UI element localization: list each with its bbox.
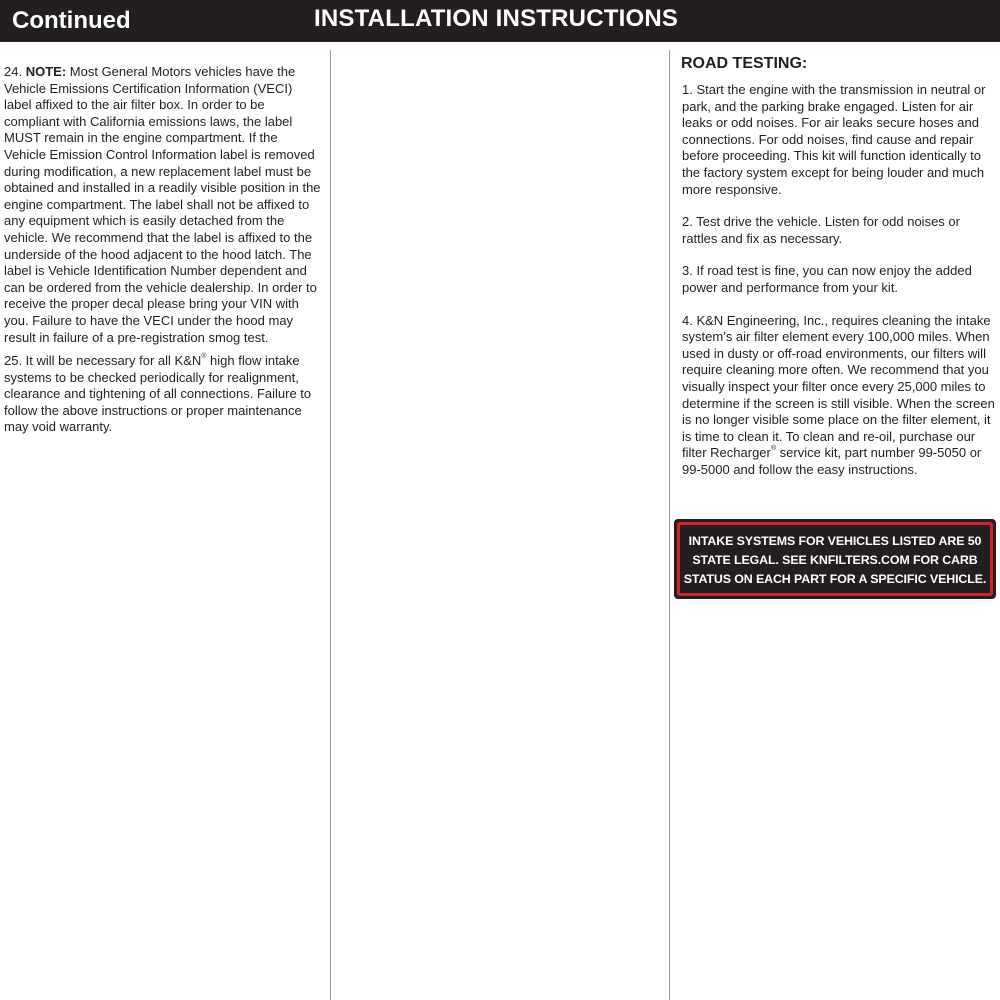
right-column: [682, 82, 996, 494]
road-test-step-1: 1. Start the engine with the transmission in neutral or park, and the parking brake engaged. Listen for air leaks or odd noises. For air leaks secure hoses and connections. For odd noises, find cause and repair before proceeding. This kit will function identically to the factory system except for being louder and much more responsive.: [682, 82, 986, 197]
road-test-step-4: [682, 313, 996, 479]
step-4-text-end: service kit, part number 99-5050 or 99-5000 and follow the easy instructions.: [682, 445, 982, 477]
notice-line-2: STATE LEGAL. SEE KNFILTERS.COM FOR CARB: [692, 553, 978, 567]
road-test-step-3: 3. If road test is fine, you can now enjoy the added power and performance from your kit.: [682, 263, 972, 295]
note-24-text: Most General Motors vehicles have the Vehicle Emissions Certification Information (VECI) label affixed to the air filter box. In order to be compliant with California emissions laws, the label MUST remain in the engine compartment. If the Vehicle Emission Control Information label is removed during modification, a new replacement label must be obtained and installed in a readily visible position in the engine compartment. The label shall not be affixed to any equipment which is easily detached from the vehicle. We recommend that the label is affixed to the underside of the hood adjacent to the hood latch. The label is Vehicle Identification Number dependent and can be ordered from the vehicle dealership. In order to receive the proper decal please bring your VIN with you. Failure to have the VECI under the hood may result in failure of a pre-registration smog test.: [4, 64, 321, 345]
column-divider-right: [669, 50, 670, 1000]
header-continued-label: Continued: [12, 7, 131, 34]
notice-line-1: INTAKE SYSTEMS FOR VEHICLES LISTED ARE 50: [688, 534, 982, 548]
road-test-step-2: 2. Test drive the vehicle. Listen for odd noises or rattles and fix as necessary.: [682, 214, 960, 246]
note-25-text-end: high flow intake systems to be checked periodically for realignment, clearance and tightening of all connections. Failure to follow the above instructions or proper maintenance may void warranty.: [4, 353, 312, 435]
road-testing-heading: ROAD TESTING:: [681, 55, 808, 72]
registered-mark: ®: [201, 353, 207, 361]
page-title: INSTALLATION INSTRUCTIONS: [314, 5, 679, 32]
registered-mark: ®: [770, 445, 777, 453]
left-column: [4, 64, 322, 443]
notice-line-3: STATUS ON EACH PART FOR A SPECIFIC VEHICLE.: [683, 572, 987, 586]
page-header: [0, 0, 1000, 42]
notice-border: [677, 522, 993, 596]
note-25-paragraph: [4, 353, 322, 436]
carb-legal-notice: [674, 519, 996, 599]
note-24-number: 24.: [4, 64, 23, 79]
step-4-text-start: 4. K&N Engineering, Inc., requires cleaning the intake system’s air filter element every 100,000 miles. When used in dusty or off-road environments, our filters will require cleaning more often. We recommend that you visually inspect your filter once every 25,000 miles to determine if the screen is still visible. When the screen is no longer visible some place on the filter element, it is time to clean it. To clean and re-oil, purchase our filter Recharger: [682, 312, 995, 461]
note-24-paragraph: [4, 64, 322, 346]
note-25-text-start: 25. It will be necessary for all K&N: [4, 353, 202, 369]
note-24-label: NOTE:: [25, 64, 67, 79]
column-divider-left: [330, 50, 331, 1000]
